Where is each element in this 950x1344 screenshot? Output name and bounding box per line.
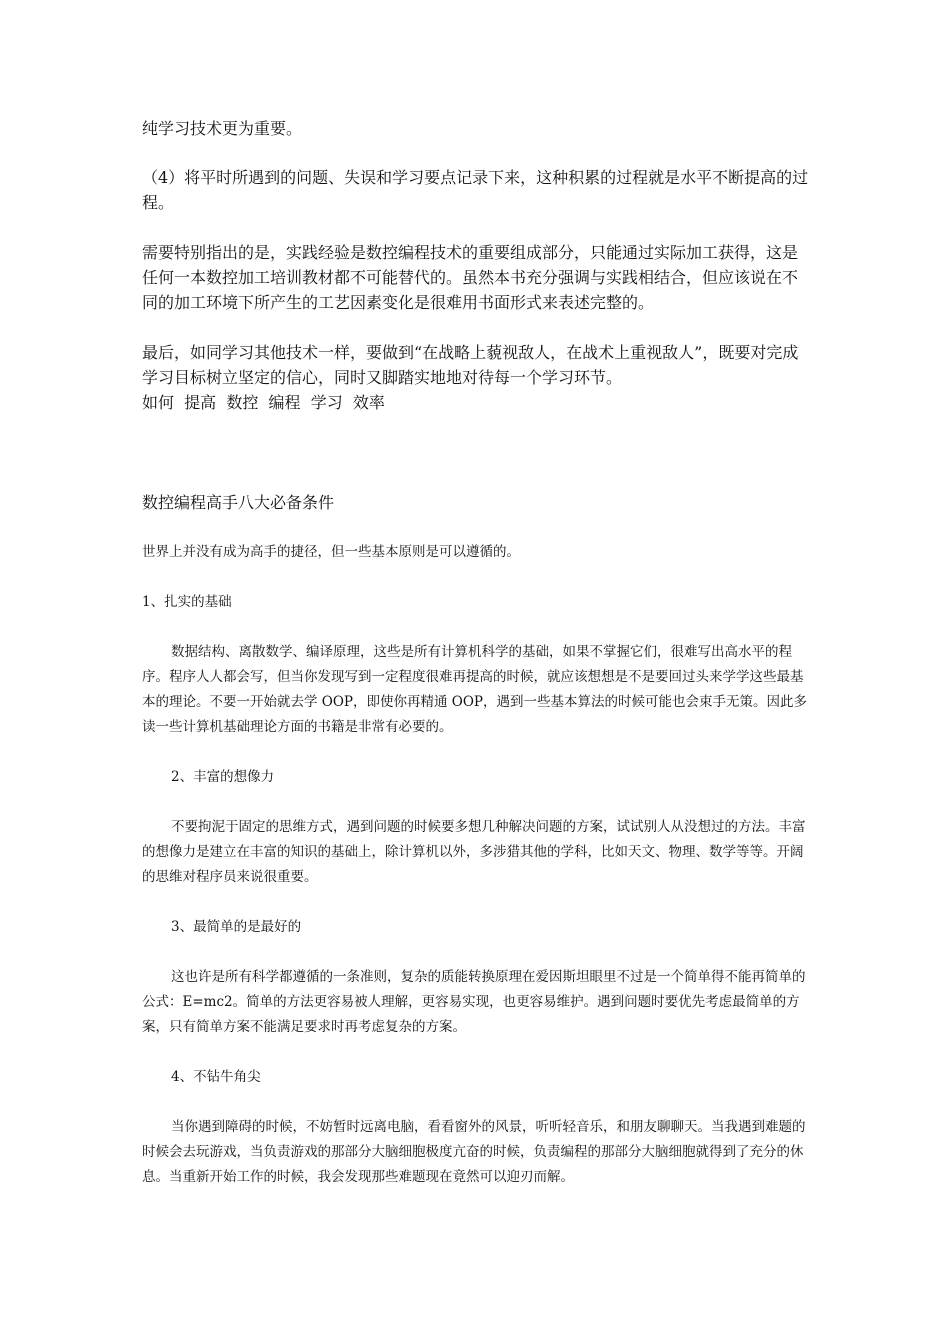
paragraph-practice-note: 需要特别指出的是，实践经验是数控编程技术的重要组成部分，只能通过实际加工获得，这是任何一本数控加工培训教材都不可能替代的。虽然本书充分强调与实践相结合，但应该说在不同的加工环境下所产生的工艺因素变化是很难用书面形式来表述完整的。	[142, 243, 799, 312]
section-heading-1: 1、扎实的基础	[142, 594, 232, 610]
section-body-2: 不要拘泥于固定的思维方式，遇到问题的时候要多想几种解决问题的方案，试试别人从没想过的方法。丰富的想像力是建立在丰富的知识的基础上，除计算机以外，多涉猎其他的学科，比如天文、物理、数学等等。开阔的思维对程序员来说很重要。	[142, 819, 806, 885]
article-title: 数控编程高手八大必备条件	[142, 493, 335, 512]
paragraph-conclusion: 最后，如同学习其他技术一样，要做到“在战略上藐视敌人，在战术上重视敌人”，既要对完成学习目标树立坚定的信心，同时又脚踏实地地对待每一个学习环节。	[142, 343, 799, 387]
keywords-line: 如何 提高 数控 编程 学习 效率	[142, 393, 385, 412]
section-body-1: 数据结构、离散数学、编译原理，这些是所有计算机科学的基础，如果不掌握它们，很难写出高水平的程序。程序人人都会写，但当你发现写到一定程度很难再提高的时候，就应该想想是不是要回过头来学学这些最基本的理论。不要一开始就去学 OOP，即使你再精通 OOP，遇到一些基本算法的时候可能也会束手无策。因此多读一些计算机基础理论方面的书籍是非常有必要的。	[142, 644, 808, 735]
article-intro: 世界上并没有成为高手的捷径，但一些基本原则是可以遵循的。	[142, 544, 520, 560]
section-body-4: 当你遇到障碍的时候，不妨暂时远离电脑，看看窗外的风景，听听轻音乐，和朋友聊聊天。当我遇到难题的时候会去玩游戏，当负责游戏的那部分大脑细胞极度亢奋的时候，负责编程的那部分大脑细胞就得到了充分的休息。当重新开始工作的时候，我会发现那些难题现在竟然可以迎刃而解。	[142, 1119, 806, 1185]
section-body-3: 这也许是所有科学都遵循的一条准则，复杂的质能转换原理在爱因斯坦眼里不过是一个简单得不能再简单的公式：E=mc2。简单的方法更容易被人理解，更容易实现，也更容易维护。遇到问题时要优先考虑最简单的方案，只有简单方案不能满足要求时再考虑复杂的方案。	[142, 969, 806, 1035]
section-heading-3: 3、最简单的是最好的	[171, 919, 302, 935]
section-heading-4: 4、不钻牛角尖	[171, 1069, 261, 1085]
paragraph-continuation: 纯学习技术更为重要。	[142, 119, 303, 138]
paragraph-point-4: （4）将平时所遇到的问题、失误和学习要点记录下来，这种积累的过程就是水平不断提高的过程。	[142, 168, 809, 212]
section-heading-2: 2、丰富的想像力	[171, 769, 275, 785]
